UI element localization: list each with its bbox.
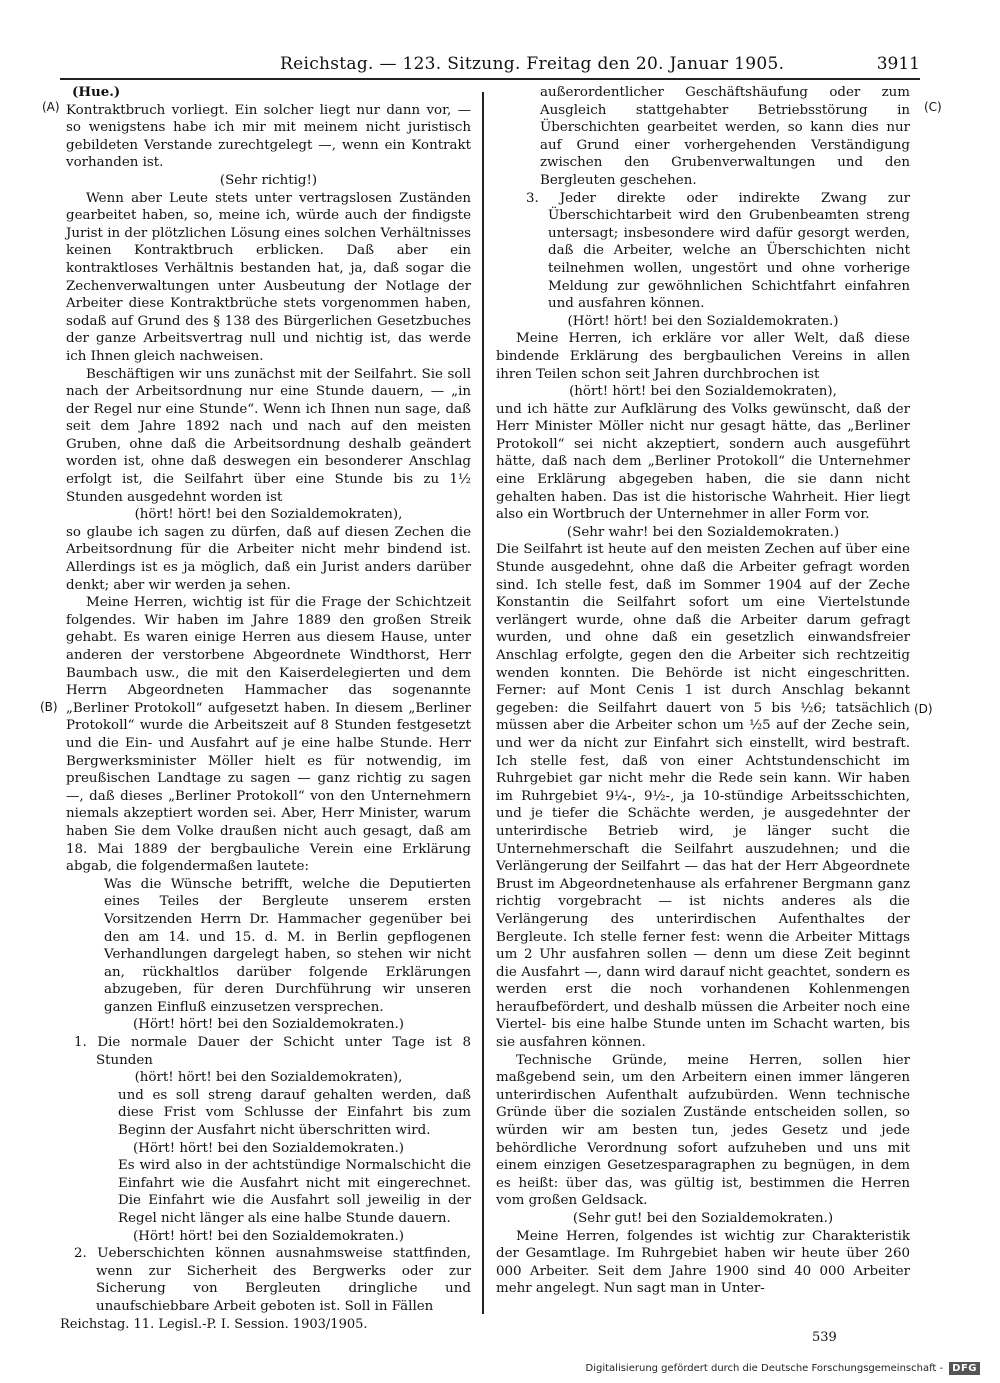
column-divider bbox=[482, 92, 484, 1314]
interjection: (Sehr richtig!) bbox=[219, 172, 318, 188]
list-item: 1. Die normale Dauer der Schicht unter Tage ist 8 Stunden bbox=[74, 1035, 471, 1068]
interjection: (Hört! hört! bei den Sozialdemokraten.) bbox=[133, 1228, 404, 1244]
dfg-logo: DFG bbox=[949, 1362, 980, 1375]
interjection: (Hört! hört! bei den Sozialdemokraten.) bbox=[133, 1017, 404, 1033]
footer-session-info: Reichstag. 11. Legisl.-P. I. Session. 1903/1905. bbox=[60, 1317, 368, 1332]
interjection: (Hört! hört! bei den Sozialdemokraten.) bbox=[567, 313, 839, 329]
right-column bbox=[496, 84, 910, 1298]
page-number: 3911 bbox=[876, 54, 920, 74]
margin-marker-a: (A) bbox=[42, 100, 60, 114]
paragraph: Beschäftigen wir uns zunächst mit der Seilfahrt. Sie soll nach der Arbeitsordnung nur eine Stunde dauern, — „in der Regel nur eine Stunde“. Wenn ich Ihnen nun sage, daß seit dem Jahre 1892 nach und nach auf den meisten Gruben, ohne daß die Arbeitsordnung deshalb geändert worden ist, ohne daß deswegen ein besonderer Anschlag erfolgt ist, die Seilfahrt über eine Stunde bis zu 1½ Stunden ausgedehnt worden ist bbox=[66, 366, 471, 505]
list-item-continuation: und es soll streng darauf gehalten werden, daß diese Frist vom Schlusse der Einfahrt bis zum Beginn der Ausfahrt nicht überschritten wird. bbox=[118, 1087, 471, 1139]
left-column bbox=[66, 84, 471, 1316]
paragraph: Kontraktbruch vorliegt. Ein solcher liegt nur dann vor, — so wenigstens habe ich mir mit meinem nicht juristisch gebildeten Verstande zurechtgelegt —, wenn ein Kontrakt vorhanden ist. bbox=[66, 102, 471, 171]
interjection: (hört! hört! bei den Sozialdemokraten), bbox=[134, 507, 403, 523]
interjection: (Sehr wahr! bei den Sozialdemokraten.) bbox=[566, 524, 840, 540]
interjection: (hört! hört! bei den Sozialdemokraten), bbox=[569, 384, 837, 400]
list-item-continuation: außerordentlicher Geschäftshäufung oder zum Ausgleich stattgehabter Betriebsstörung in Überschichten gearbeitet werden, so kann dies nur auf Grund einer vorhergehenden Verständigung zwischen den Grubenverwaltungen und den Bergleuten geschehen. bbox=[540, 85, 910, 188]
speaker-label: (Hue.) bbox=[72, 84, 121, 100]
margin-marker-b: (B) bbox=[40, 700, 58, 714]
paragraph: so glaube ich sagen zu dürfen, daß auf diesen Zechen die Arbeitsordnung für die Arbeiter nicht mehr bindend ist. Allerdings ist es ja möglich, daß ein Jurist anders darüber denkt; aber wir werden ja sehen. bbox=[66, 524, 471, 593]
interjection: (Sehr gut! bei den Sozialdemokraten.) bbox=[572, 1211, 834, 1226]
paragraph: Wenn aber Leute stets unter vertragslosen Zuständen gearbeitet haben, so, meine ich, würde auch der findigste Jurist in der plötzlichen Lösung eines solchen Verhältnisses keinen Kontraktbruch erblicken. Daß aber ein kontraktloses Verhältnis bestanden hat, ja, daß sogar die Zechenverwaltungen unter Ausbeutung der Notlage der Arbeiter diese Kontraktbrüche stets vorgenommen haben, sodaß auf Grund des § 138 des Bürgerlichen Gesetzbuches der ganze Arbeitsvertrag null und nichtig ist, das werde ich Ihnen gleich nachweisen. bbox=[66, 190, 471, 364]
paragraph: Meine Herren, folgendes ist wichtig zur Charakteristik der Gesamtlage. Im Ruhrgebiet haben wir heute über 260 000 Arbeiter. Seit dem Jahre 1900 sind 40 000 Arbeiter mehr angelegt. Nun sagt man in Unter- bbox=[496, 1228, 910, 1297]
interjection: (hört! hört! bei den Sozialdemokraten), bbox=[134, 1070, 403, 1086]
paragraph: und ich hätte zur Aufklärung des Volks gewünscht, daß der Herr Minister Möller nicht nur gesagt hätte, das „Berliner Protokoll“ sei nicht akzeptiert, sondern auch ausgeführt hätte, daß nach dem „Berliner Protokoll“ die Unternehmer eine Erklärung abgegeben haben, die sie dann nicht gehalten haben. Das ist die historische Wahrheit. Hier liegt also ein Wortbruch der Unternehmer in aller Form vor. bbox=[496, 401, 910, 523]
credit-text: Digitalisierung gefördert durch die Deutsche Forschungsgemeinschaft - bbox=[585, 1363, 944, 1374]
quoted-declaration bbox=[66, 876, 471, 1017]
paragraph: Meine Herren, ich erkläre vor aller Welt, daß diese bindende Erklärung des bergbaulichen Vereins in allen ihren Teilen schon seit Jahren durchbrochen ist bbox=[496, 331, 910, 382]
list-item-continuation: Es wird also in der achtstündige Normalschicht die Einfahrt wie die Ausfahrt nicht mit eingerechnet. Die Einfahrt wie die Ausfahrt soll jeweilig in der Regel nicht länger als eine halbe Stunde dauern. bbox=[118, 1158, 471, 1226]
running-title: Reichstag. — 123. Sitzung. Freitag den 20. Januar 1905. bbox=[280, 54, 785, 74]
list-item: 3. Jeder direkte oder indirekte Zwang zur Überschichtarbeit wird den Grubenbeamten streng untersagt; insbesondere wird dafür gesorgt werden, daß die Arbeiter, welche an Überschichten nicht teilnehmen wollen, ungestört und ohne vorherige Meldung zur gewöhnlichen Schichtfahrt einfahren und ausfahren können. bbox=[526, 190, 910, 312]
margin-marker-c: (C) bbox=[924, 100, 942, 114]
paragraph: Technische Gründe, meine Herren, sollen hier maßgebend sein, um den Arbeitern einen immer längeren unterirdischen Aufenthalt aufzubürden. Wenn technische Gründe über die sozialen Zustände entscheiden sollen, so würden wir am besten tun, jedes Gesetz und jede behördliche Verordnung sofort aufzuheben und uns mit einem einzigen Gesetzesparagraphen zu begnügen, in dem es heißt: über das, was gültig ist, bestimmen die Herren vom großen Geldsack. bbox=[496, 1052, 910, 1209]
interjection: (Hört! hört! bei den Sozialdemokraten.) bbox=[133, 1140, 404, 1156]
footer-sheet-number: 539 bbox=[812, 1330, 837, 1345]
running-header bbox=[60, 50, 920, 80]
digitization-credit bbox=[586, 1362, 980, 1375]
quote-paragraph: Was die Wünsche betrifft, welche die Deputierten eines Teiles der Bergleute unserem ersten Vorsitzenden Herrn Dr. Hammacher gegenüber bei den am 14. und 15. d. M. in Berlin gepflogenen Verhandlungen dargelegt haben, so stehen wir nicht an, rückhaltlos darüber folgende Erklärungen abzugeben, für deren Durchführung wir unseren ganzen Einfluß einzusetzen versprechen. bbox=[104, 876, 471, 1015]
paragraph: Die Seilfahrt ist heute auf den meisten Zechen auf über eine Stunde ausgedehnt, ohne daß die Arbeiter gefragt worden sind. Ich stelle fest, daß im Sommer 1904 auf der Zeche Konstantin die Seilfahrt sofort um eine Viertelstunde verlängert wurde, ohne daß die Arbeiter darum gefragt wurden, und ohne daß ein gesetzlich einwandsfreier Anschlag erfolgte, gegen den die Arbeiter sich rechtzeitig wenden konnten. Die Behörde ist nicht eingeschritten. Ferner: auf Mont Cenis 1 ist durch Anschlag bekannt gegeben: die Seilfahrt dauert von 5 bis ½6; tatsächlich müssen aber die Arbeiter schon um ½5 auf der Zeche sein, und wer da nicht zur Einfahrt sich einstellt, wird bestraft. Ich stelle fest, daß von einer Achtstundenschicht im Ruhrgebiet gar nicht mehr die Rede sein kann. Wir haben im Ruhrgebiet 9¼-, 9½-, ja 10-stündige Arbeitsschichten, und je tiefer die Schächte werden, je ausgedehnter der unterirdische Betrieb wird, je länger sucht die Unternehmerschaft die Seilfahrt auszudehnen; und die Verlängerung der Seilfahrt — das hat der Herr Abgeordnete Brust im Abgeordnetenhause als erfahrener Bergmann ganz richtig vorgebracht — ist nichts anderes als die Verlängerung des unterirdischen Aufenthaltes der Bergleute. Ich stelle ferner fest: wenn die Arbeiter Mittags um 2 Uhr ausfahren sollen — denn um diese Zeit beginnt die Ausfahrt —, dann wird darauf nicht geachtet, sondern es werden erst die noch vorhandenen Kohlenmengen heraufbefördert, und deshalb müssen die Arbeiter noch eine Viertel- bis eine halbe Stunde unten im Schacht warten, bis sie ausfahren können. bbox=[496, 542, 910, 1051]
margin-marker-d: (D) bbox=[914, 702, 933, 716]
list-item: 2. Ueberschichten können ausnahmsweise stattfinden, wenn zur Sicherheit des Bergwerks oder zur Sicherung von Bergleuten dringliche und unaufschiebbare Arbeit geboten ist. Soll in Fällen bbox=[74, 1246, 471, 1314]
paragraph: Meine Herren, wichtig ist für die Frage der Schichtzeit folgendes. Wir haben im Jahre 1889 den großen Streik gehabt. Es waren einige Herren aus diesem Hause, unter anderen der verstorbene Abgeordnete Windthorst, Herr Baumbach usw., die mit den Kaiserdelegierten und dem Herrn Abgeordneten Hammacher das sogenannte „Berliner Protokoll“ aufgesetzt haben. In diesem „Berliner Protokoll“ wurde die Arbeitszeit auf 8 Stunden festgesetzt und die Ein- und Ausfahrt auf je eine halbe Stunde. Herr Bergwerksminister Möller hielt es für notwendig, im preußischen Landtage zu sagen — ganz richtig zu sagen —, daß dieses „Berliner Protokoll“ von den Unternehmern niemals akzeptiert worden sei. Aber, Herr Minister, warum haben Sie dem Volke draußen nicht auch gesagt, daß am 18. Mai 1889 der bergbauliche Verein eine Erklärung abgab, die folgendermaßen lautete: bbox=[66, 595, 471, 875]
